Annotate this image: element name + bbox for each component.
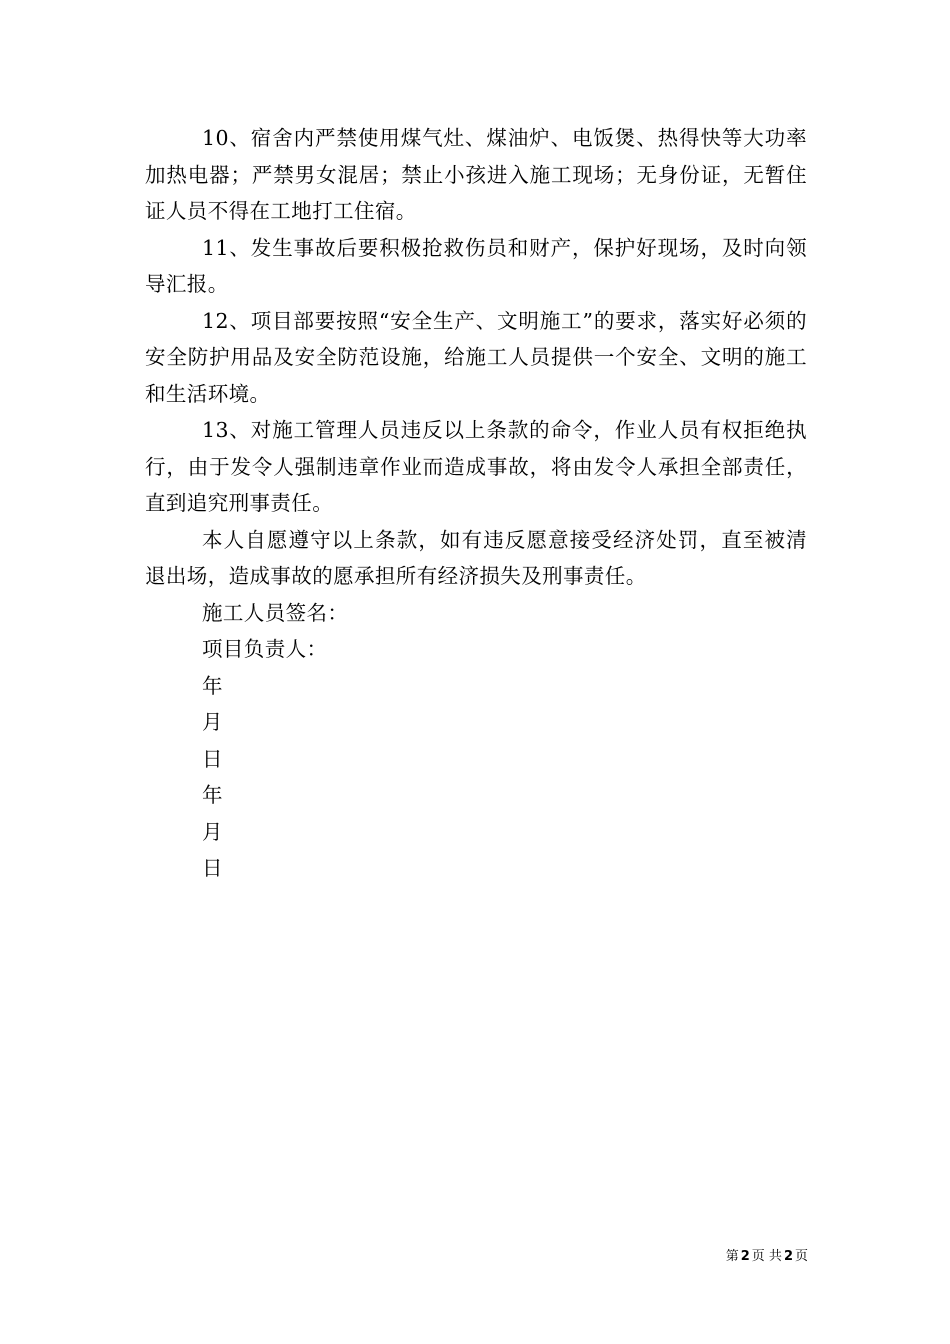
pledge-paragraph: 本人自愿遵守以上条款，如有违反愿意接受经济处罚，直至被清退出场，造成事故的愿承担所有经济损失及刑事责任。 <box>145 527 807 588</box>
date-day-1: 日 <box>202 746 223 771</box>
manager-signature-label: 项目负责人： <box>202 637 328 661</box>
date-month-1: 月 <box>202 710 223 734</box>
footer-middle: 页 共 <box>751 1249 782 1264</box>
clause-11: 11、发生事故后要积极抢救伤员和财产，保护好现场，及时向领导汇报。 <box>145 235 807 296</box>
footer-suffix: 页 <box>794 1249 808 1264</box>
clause-10: 10、宿舍内严禁使用煤气灶、煤油炉、电饭煲、热得快等大功率加热电器；严禁男女混居；禁止小孩进入施工现场；无身份证，无暂住证人员不得在工地打工住宿。 <box>145 126 807 223</box>
footer-prefix: 第 <box>725 1249 739 1264</box>
footer-page-number: 2 <box>740 1249 750 1264</box>
page-footer <box>0 1248 808 1266</box>
footer-total-pages: 2 <box>783 1249 793 1264</box>
date-day-2: 日 <box>202 856 223 880</box>
date-year-2: 年 <box>202 783 223 807</box>
clause-12: 12、项目部要按照“安全生产、文明施工”的要求，落实好必须的安全防护用品及安全防范设施，给施工人员提供一个安全、文明的施工和生活环境。 <box>145 308 807 406</box>
date-month-2: 月 <box>202 819 223 844</box>
worker-signature-label: 施工人员签名： <box>202 600 349 625</box>
clause-13: 13、对施工管理人员违反以上条款的命令，作业人员有权拒绝执行，由于发令人强制违章作业而造成事故，将由发令人承担全部责任，直到追究刑事责任。 <box>145 418 807 515</box>
document-body <box>145 120 807 887</box>
date-year-1: 年 <box>202 673 223 698</box>
